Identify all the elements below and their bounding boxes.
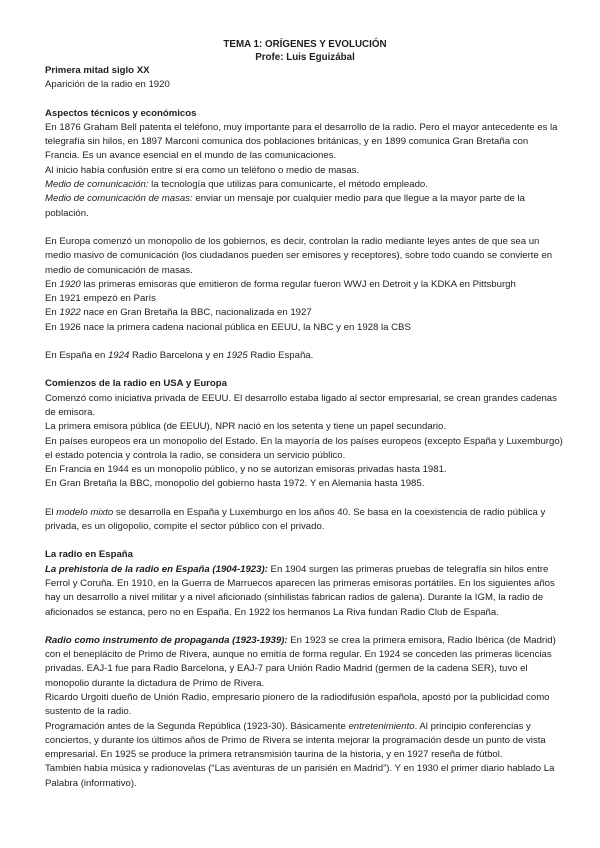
paragraph: En 1922 nace en Gran Bretaña la BBC, nacionalizada en 1927 <box>45 307 312 319</box>
emphasis: entretenimiento <box>348 720 415 732</box>
paragraph: En Francia en 1944 es un monopolio público, y no se autorizan emisoras privadas hasta 1981. <box>45 464 447 476</box>
paragraph: Comenzó como iniciativa privada de EEUU. El desarrollo estaba ligado al sector empresarial, se crean grandes cadenas de emisora. <box>45 392 557 418</box>
section-heading-comienzos: Comienzos de la radio en USA y Europa <box>45 378 227 390</box>
document-title: TEMA 1: ORÍGENES Y EVOLUCIÓN <box>223 39 387 50</box>
paragraph: Programación antes de la Segunda República (1923-30). Básicamente entretenimiento. Al principio conferencias y conciertos, y durante los últimos años de Primo de Rivera se intenta mejorar la programación desde un punto de vista empresarial. En 1925 se produce la primera retransmisión taurina de la historia, y en 1927 reseña de fútbol. <box>45 720 546 761</box>
emphasis: Medio de comunicación de masas: <box>45 193 193 205</box>
document-author: Profe: Luis Eguizábal <box>255 52 355 63</box>
section-heading-primera-mitad: Primera mitad siglo XX <box>45 65 150 76</box>
paragraph: Radio como instrumento de propaganda (1923-1939): En 1923 se crea la primera emisora, Radio Ibérica (de Madrid) con el beneplácito de Primo de Rivera, aunque no emitía de forma regular. En 1924 se conceden las primeras licencias privadas. EAJ-1 fue para Radio Barcelona, y EAJ-7 para Unión Radio Madrid (germen de la cadena SER), tuvo el monopolio durante la dictadura de Primo de Rivera. <box>45 634 556 689</box>
paragraph: En 1920 las primeras emisoras que emitieron de forma regular fueron WWJ en Detroit y la KDKA en Pittsburgh <box>45 278 516 290</box>
paragraph: Medio de comunicación: la tecnología que utilizas para comunicarte, el método empleado. <box>45 179 428 191</box>
paragraph: En Gran Bretaña la BBC, monopolio del gobierno hasta 1972. Y en Alemania hasta 1985. <box>45 478 425 490</box>
paragraph: En 1876 Graham Bell patenta el teléfono, muy importante para el desarrollo de la radio. Pero el mayor antecedente es la telegrafía sin hilos, en 1897 Marconi comunica dos poblaciones británicas, y en 1899 comunica Gran Bretaña con Francia. Es un avance esencial en el mundo de las comunicaciones. <box>45 121 558 162</box>
subsection-heading: La prehistoria de la radio en España (1904-1923): <box>45 563 268 575</box>
document-page <box>45 38 565 791</box>
emphasis: 1925 <box>226 350 248 362</box>
paragraph: También había música y radionovelas (“Las aventuras de un parisién en Madrid”). Y en 1930 el primer diario hablado La Palabra (informativo). <box>45 763 555 789</box>
section-heading-radio-espana: La radio en España <box>45 549 133 561</box>
paragraph: La prehistoria de la radio en España (1904-1923): En 1904 surgen las primeras pruebas de telegrafía sin hilos entre Ferrol y Coruña. En 1910, en la Guerra de Marruecos aparecen las primeras emisoras portátiles. En los siguientes años hay un desarrollo a nivel militar y a nivel aficionado (sinhilistas fabrican radios de galena). Durante la IGM, la radio de aficionados se estanca, pero no en España. En 1922 los hermanos La Riva fundan Radio Club de España. <box>45 563 555 618</box>
emphasis: modelo mixto <box>56 506 114 518</box>
paragraph: En Europa comenzó un monopolio de los gobiernos, es decir, controlan la radio mediante leyes antes de que sea un medio masivo de comunicación (los ciudadanos pueden ser emisores y receptores), sobre todo cuando se convierte en medio de comunicación de masas. <box>45 235 553 276</box>
emphasis: 1920 <box>59 278 81 290</box>
emphasis: Medio de comunicación: <box>45 179 149 191</box>
paragraph: En 1926 nace la primera cadena nacional pública en EEUU, la NBC y en 1928 la CBS <box>45 321 411 333</box>
section-heading-aspectos: Aspectos técnicos y económicos <box>45 107 197 119</box>
paragraph: En países europeos era un monopolio del Estado. En la mayoría de los países europeos (excepto España y Luxemburgo) el estado potencia y controla la radio, se considera un servicio público. <box>45 435 563 461</box>
paragraph: Ricardo Urgoiti dueño de Unión Radio, empresario pionero de la radiodifusión española, apostó por la publicidad como sustento de la radio. <box>45 691 550 718</box>
paragraph: Aparición de la radio en 1920 <box>45 79 170 91</box>
emphasis: 1924 <box>107 350 130 362</box>
paragraph: La primera emisora pública (de EEUU), NPR nació en los setenta y tiene un papel secundario. <box>45 421 447 433</box>
paragraph: Al inicio había confusión entre si era como un teléfono o medio de masas. <box>45 164 360 176</box>
subsection-heading: Radio como instrumento de propaganda (1923-1939): <box>45 634 288 646</box>
paragraph: El modelo mixto se desarrolla en España y Luxemburgo en los años 40. Se basa en la coexistencia de radio pública y privada, es un oligopolio, compite el sector público con el privado. <box>45 506 546 533</box>
paragraph: En España en 1924 Radio Barcelona y en 1925 Radio España. <box>45 350 314 362</box>
paragraph: En 1921 empezó en París <box>45 293 156 305</box>
emphasis: 1922 <box>59 307 81 319</box>
paragraph: Medio de comunicación de masas: enviar un mensaje por cualquier medio para que llegue a la mayor parte de la población. <box>45 193 525 219</box>
